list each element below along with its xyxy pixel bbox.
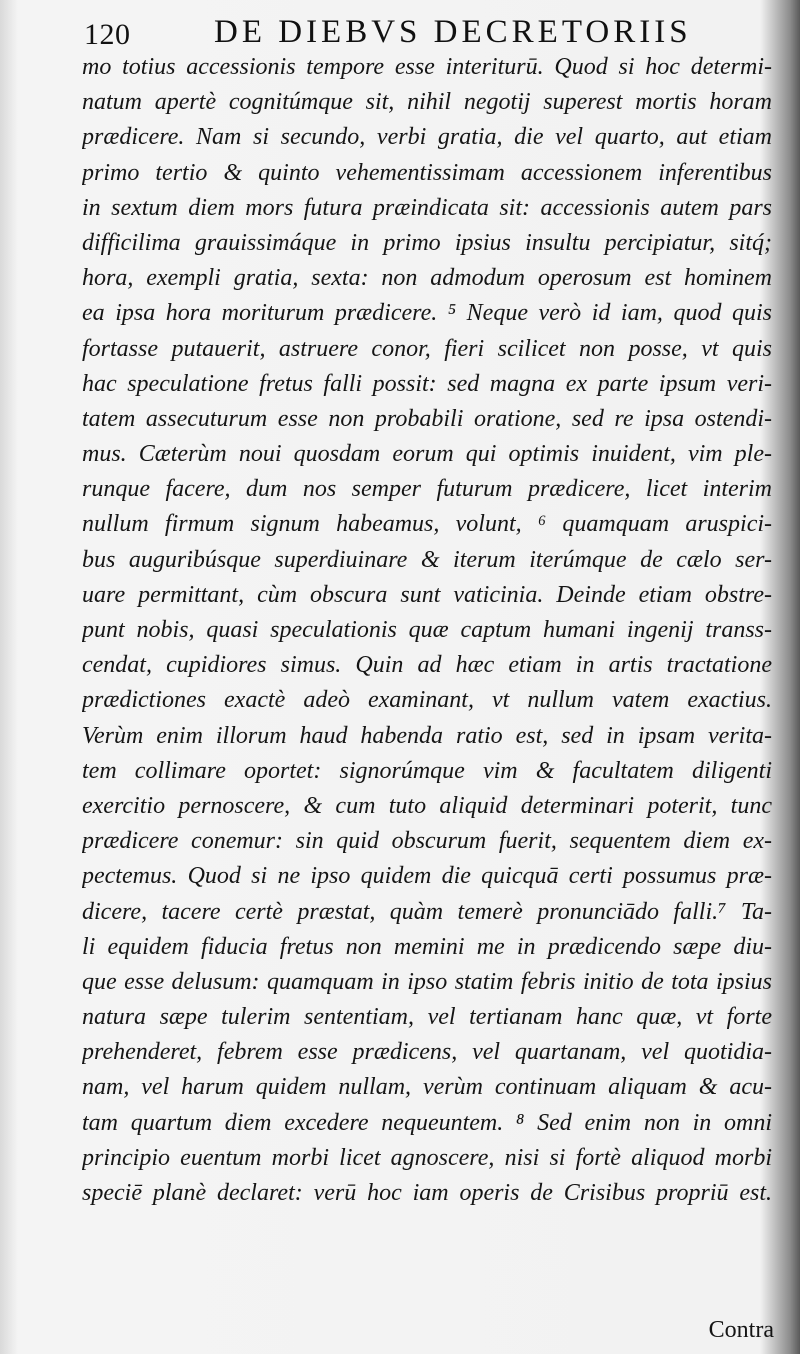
text-line: tam quartum diem excedere nequeuntem. ⁸ Sed enim non in omni: [82, 1109, 772, 1136]
text-line: fortasse putauerit, astruere conor, fieri scilicet non posse, vt quis: [82, 335, 772, 362]
text-line: mo totius accessionis tempore esse interiturū. Quod si hoc determi-: [82, 54, 772, 80]
page-header: [84, 12, 764, 52]
text-line: exercitio pernoscere, & cum tuto aliquid determinari poterit, tunc: [82, 792, 772, 819]
text-line: uare permittant, cùm obscura sunt vaticinia. Deinde etiam obstre-: [82, 581, 772, 608]
text-line: runque facere, dum nos semper futurum prædicere, licet interim: [82, 476, 772, 503]
text-line: nullum firmum signum habeamus, volunt, ⁶ quamquam aruspici-: [82, 511, 772, 538]
text-line: hac speculatione fretus falli possit: sed magna ex parte ipsum veri-: [82, 370, 772, 397]
catchword: Contra: [708, 1317, 774, 1343]
text-line: tem collimare oportet: signorúmque vim & facultatem diligenti: [82, 757, 772, 784]
text-line: mus. Cæterùm noui quosdam eorum qui optimis inuident, vim ple-: [82, 441, 772, 468]
page-number: 120: [84, 18, 131, 51]
text-line: tatem assecuturum esse non probabili oratione, sed re ipsa ostendi-: [82, 405, 772, 432]
text-line: pectemus. Quod si ne ipso quidem die quicquā certi possumus præ-: [82, 863, 772, 890]
text-line: speciē planè declaret: verū hoc iam operis de Crisibus propriū est.: [82, 1180, 772, 1206]
text-line: prædicere. Nam si secundo, verbi gratia, die vel quarto, aut etiam: [82, 124, 772, 151]
text-line: natum apertè cognitúmque sit, nihil negotij superest mortis horam: [82, 89, 772, 116]
text-line: bus auguribúsque superdiuinare & iterum iterúmque de cælo ser-: [82, 546, 772, 573]
running-head: DE DIEBVS DECRETORIIS: [214, 14, 692, 50]
text-line: li equidem fiducia fretus non memini me in prædicendo sæpe diu-: [82, 933, 772, 960]
text-line: prehenderet, febrem esse prædicens, vel quartanam, vel quotidia-: [82, 1039, 772, 1066]
text-line: prædicere conemur: sin quid obscurum fuerit, sequentem diem ex-: [82, 828, 772, 855]
text-line: nam, vel harum quidem nullam, verùm continuam aliquam & acu-: [82, 1074, 772, 1101]
text-line: in sextum diem mors futura præindicata sit: accessionis autem pars: [82, 194, 772, 221]
text-line: hora, exempli gratia, sexta: non admodum operosum est hominem: [82, 265, 772, 292]
text-line: principio euentum morbi licet agnoscere, nisi si fortè aliquod morbi: [82, 1144, 772, 1171]
text-line: natura sæpe tulerim sententiam, vel tertianam hanc quæ, vt forte: [82, 1004, 772, 1031]
text-line: primo tertio & quinto vehementissimam accessionem inferentibus: [82, 159, 772, 186]
text-line: punt nobis, quasi speculationis quæ captum humani ingenij transs-: [82, 617, 772, 643]
body-text: [82, 50, 772, 1300]
text-line: difficilima grauissimáque in primo ipsius insultu percipiatur, sitq́;: [82, 229, 772, 256]
text-line: Verùm enim illorum haud habenda ratio est, sed in ipsam verita-: [82, 722, 772, 749]
text-line: dicere, tacere certè præstat, quàm temerè pronunciādo falli.⁷ Ta-: [82, 898, 772, 925]
text-line: prædictiones exactè adeò examinant, vt nullum vatem exactius.: [82, 687, 772, 714]
text-line: ea ipsa hora moriturum prædicere. ⁵ Neque verò id iam, quod quis: [82, 300, 772, 327]
text-line: que esse delusum: quamquam in ipso statim febris initio de tota ipsius: [82, 968, 772, 995]
text-line: cendat, cupidiores simus. Quin ad hæc etiam in artis tractatione: [82, 652, 772, 679]
